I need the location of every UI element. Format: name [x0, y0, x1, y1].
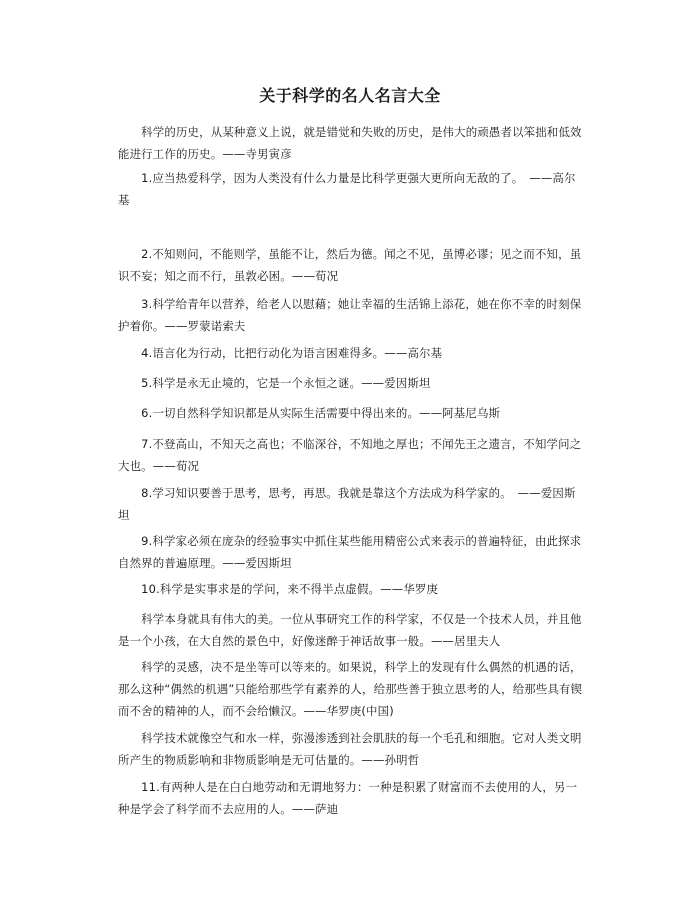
quote-paragraph-4: 4.语言化为行动，比把行动化为语言困难得多。——高尔基: [118, 346, 443, 360]
quote-paragraph-1: 1.应当热爱科学，因为人类没有什么力量是比科学更强大更所向无敌的了。 ——高尔基: [118, 171, 576, 207]
quote-paragraph-10: 10.科学是实事求是的学问，来不得半点虚假。——华罗庚: [118, 582, 439, 596]
quote-paragraph-8: 8.学习知识要善于思考，思考，再思。我就是靠这个方法成为科学家的。 ——爱因斯坦: [118, 486, 576, 522]
quote-paragraph-2: 2.不知则问，不能则学，虽能不让，然后为德。闻之不见，虽博必谬；见之而不知，虽识不妄；知之而不行，虽敦必困。——荀况: [118, 247, 582, 283]
quote-paragraph-11: 11.有两种人是在白白地劳动和无谓地努力：一种是积累了财富而不去使用的人，另一种是学会了科学而不去应用的人。——萨迪: [118, 780, 578, 816]
quote-paragraph-hua-luogeng: 科学的灵感，决不是坐等可以等来的。如果说，科学上的发现有什么偶然的机遇的话，那么这种“偶然的机遇”只能给那些学有素养的人，给那些善于独立思考的人，给那些具有锲而不舍的精神的人，而不会给懒汉。——华罗庚(中国): [118, 660, 583, 718]
quote-paragraph-curie: 科学本身就具有伟大的美。一位从事研究工作的科学家，不仅是一个技术人员，并且他是一个小孩，在大自然的景色中，好像迷醉于神话故事一般。——居里夫人: [118, 612, 582, 648]
intro-quote-paragraph: 科学的历史，从某种意义上说，就是错觉和失败的历史，是伟大的顽愚者以笨拙和低效能进行工作的历史。——寺男寅彦: [118, 125, 582, 161]
quote-paragraph-3: 3.科学给青年以营养，给老人以慰藉；她让幸福的生活锦上添花，她在你不幸的时刻保护着你。——罗蒙诺索夫: [118, 297, 582, 333]
document-title: 关于科学的名人名言大全: [259, 86, 441, 105]
quote-paragraph-6: 6.一切自然科学知识都是从实际生活需要中得出来的。——阿基尼乌斯: [118, 406, 501, 420]
quote-paragraph-sun-mingzhe: 科学技术就像空气和水一样，弥漫渗透到社会肌肤的每一个毛孔和细胞。它对人类文明所产生的物质影响和非物质影响是无可估量的。——孙明哲: [118, 731, 582, 767]
quote-paragraph-7: 7.不登高山，不知天之高也；不临深谷，不知地之厚也；不闻先王之遗言，不知学问之大也。——荀况: [118, 437, 582, 473]
quote-paragraph-5: 5.科学是永无止境的，它是一个永恒之谜。——爱因斯坦: [118, 376, 431, 390]
quote-paragraph-9: 9.科学家必须在庞杂的经验事实中抓住某些能用精密公式来表示的普遍特征，由此探求自然界的普遍原理。——爱因斯坦: [118, 534, 582, 570]
